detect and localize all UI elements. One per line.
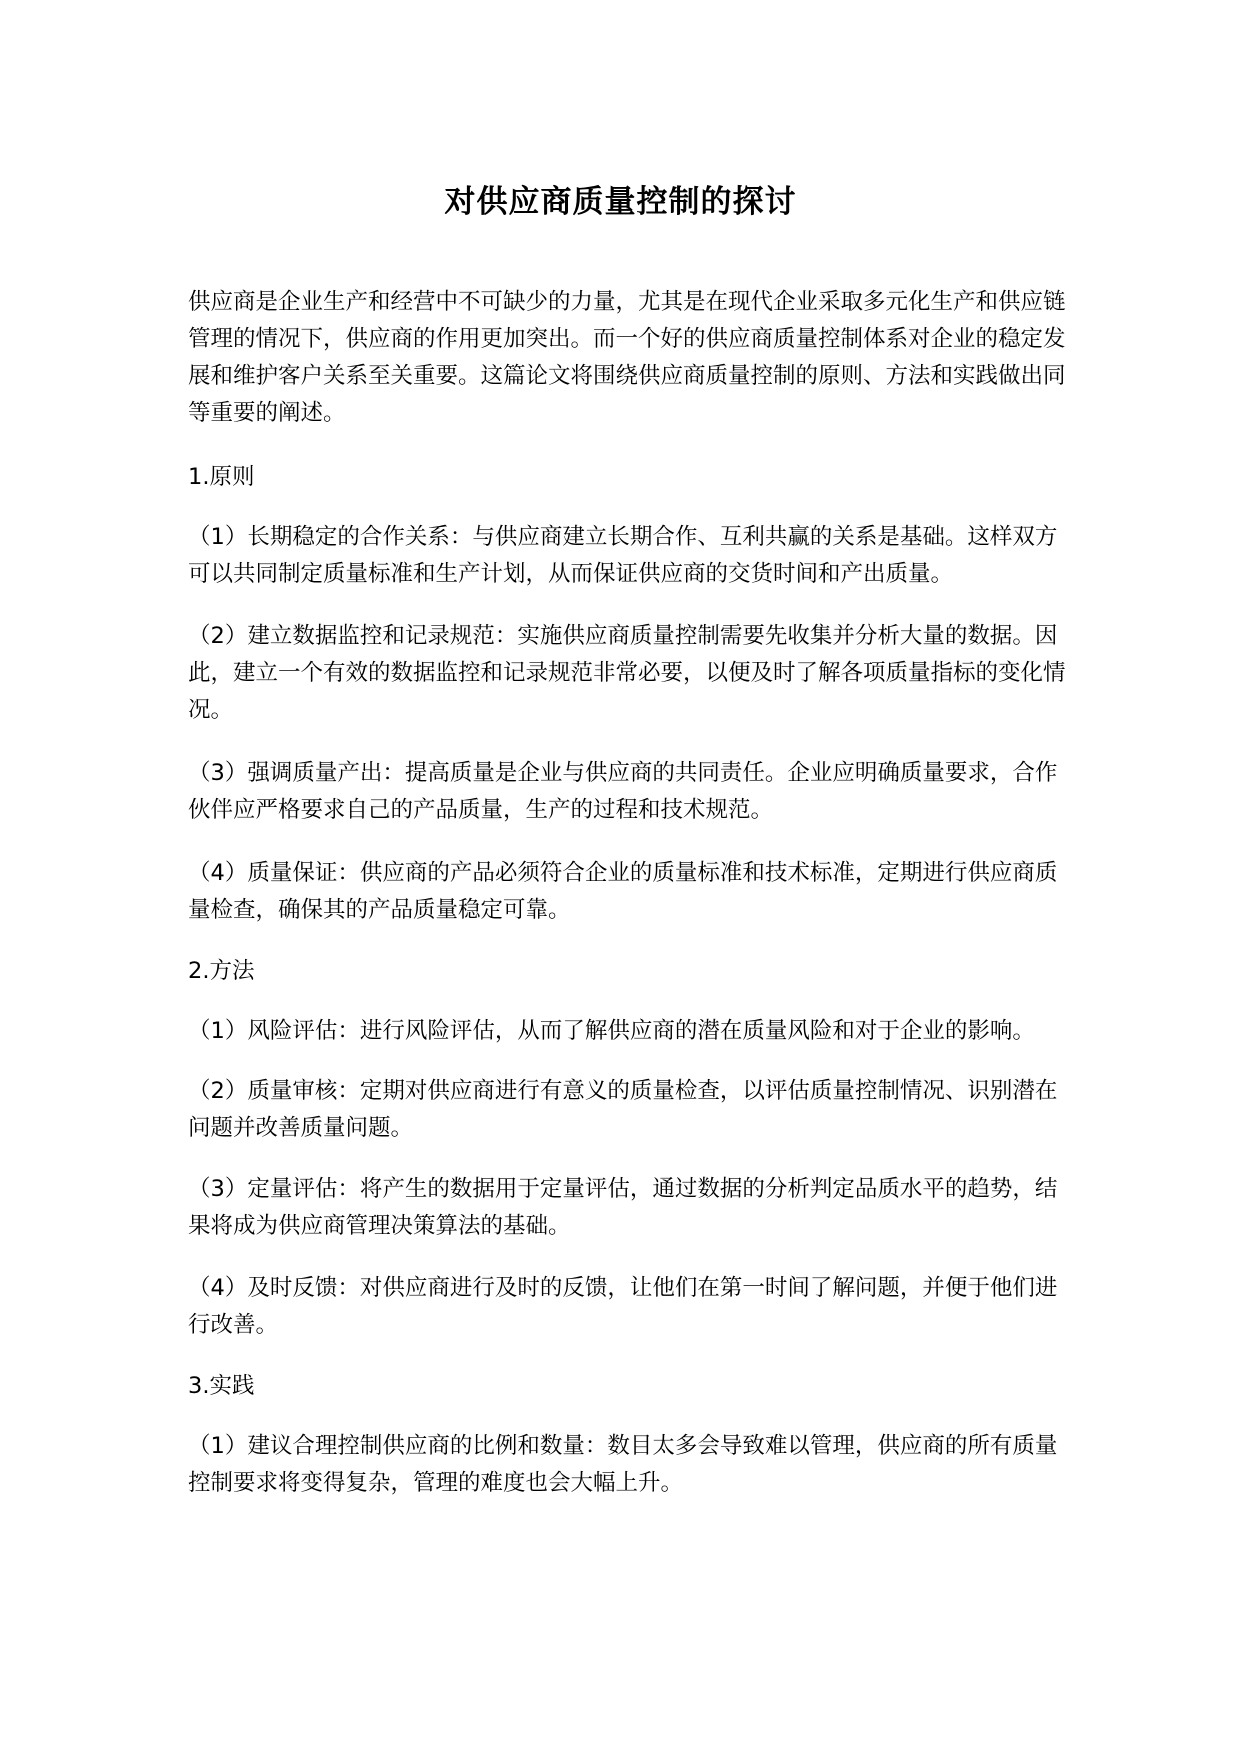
section-heading-methods: 2.方法 [188,958,255,984]
principle-item-3: （3）强调质量产出：提高质量是企业与供应商的共同责任。企业应明确质量要求，合作伙伴应严格要求自己的产品质量，生产的过程和技术规范。 [188,760,1058,823]
principle-item-1: （1）长期稳定的合作关系：与供应商建立长期合作、互利共赢的关系是基础。这样双方可以共同制定质量标准和生产计划，从而保证供应商的交货时间和产出质量。 [188,524,1058,587]
principle-item-4: （4）质量保证：供应商的产品必须符合企业的质量标准和技术标准，定期进行供应商质量检查，确保其的产品质量稳定可靠。 [188,860,1058,923]
section-heading-principles: 1.原则 [188,464,255,490]
document-title: 对供应商质量控制的探讨 [444,184,797,220]
section-heading-practice: 3.实践 [188,1373,255,1399]
method-item-1: （1）风险评估：进行风险评估，从而了解供应商的潜在质量风险和对于企业的影响。 [188,1018,1035,1044]
method-item-4: （4）及时反馈：对供应商进行及时的反馈，让他们在第一时间了解问题，并便于他们进行改善。 [188,1275,1058,1338]
method-item-3: （3）定量评估：将产生的数据用于定量评估，通过数据的分析判定品质水平的趋势，结果将成为供应商管理决策算法的基础。 [188,1176,1058,1239]
principle-item-2: （2）建立数据监控和记录规范：实施供应商质量控制需要先收集并分析大量的数据。因此，建立一个有效的数据监控和记录规范非常必要，以便及时了解各项质量指标的变化情况。 [188,623,1066,723]
practice-item-1: （1）建议合理控制供应商的比例和数量：数目太多会导致难以管理，供应商的所有质量控制要求将变得复杂，管理的难度也会大幅上升。 [188,1433,1058,1496]
intro-paragraph: 供应商是企业生产和经营中不可缺少的力量，尤其是在现代企业采取多元化生产和供应链管理的情况下，供应商的作用更加突出。而一个好的供应商质量控制体系对企业的稳定发展和维护客户关系至关重要。这篇论文将围绕供应商质量控制的原则、方法和实践做出同等重要的阐述。 [188,289,1066,426]
method-item-2: （2）质量审核：定期对供应商进行有意义的质量检查，以评估质量控制情况、识别潜在问题并改善质量问题。 [188,1078,1058,1141]
